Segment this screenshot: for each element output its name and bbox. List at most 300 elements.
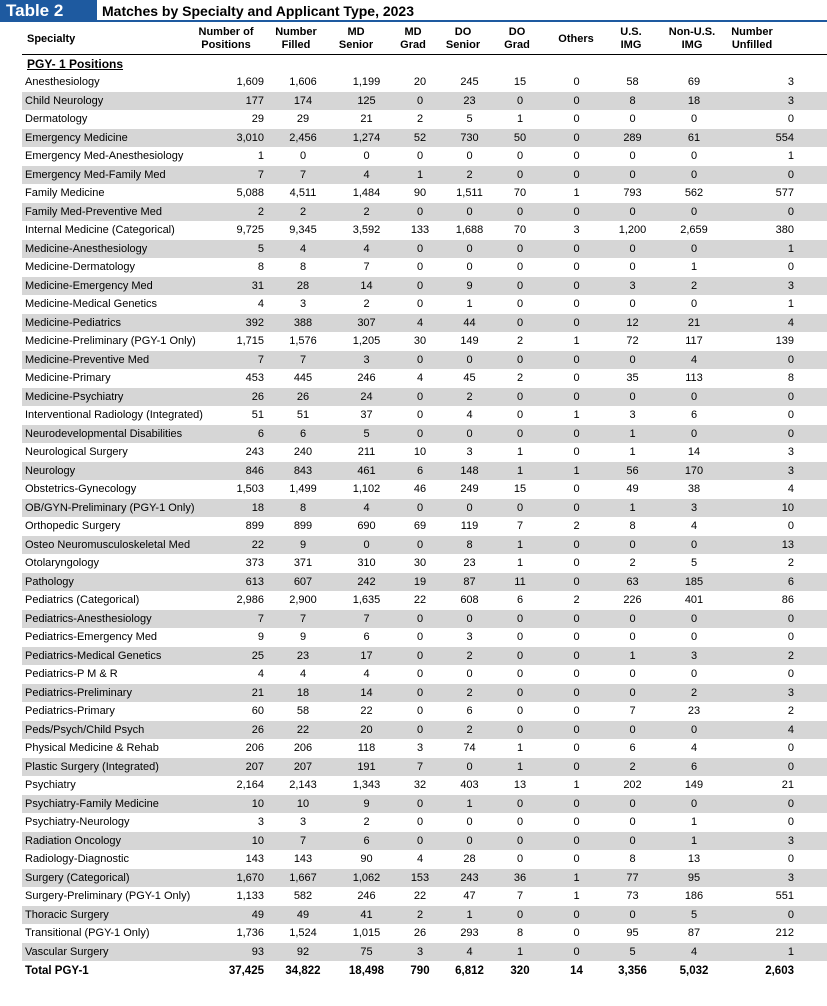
cell-do-senior: 149 [460,335,479,347]
header-others: Others [558,33,594,45]
cell-unfilled: 0 [787,797,794,810]
cell-md-senior: 1,343 [352,779,381,791]
cell-do-senior: 0 [466,353,473,366]
cell-do-senior: 0 [466,668,473,680]
cell-md-senior: 22 [360,705,373,717]
cell-filled: 2,456 [289,131,317,144]
cell-filled: 8 [299,261,307,273]
cell-us-img: 3,356 [618,965,647,977]
cell-others: 1 [573,409,580,421]
cell-us-img: 1,200 [618,224,647,236]
cell-md-senior: 3,592 [352,224,381,236]
cell-do-grad: 0 [516,353,524,366]
cell-filled: 8 [299,501,307,514]
cell-do-grad: 0 [516,316,524,329]
cell-md-grad: 133 [410,224,430,236]
cell-others: 0 [573,834,580,847]
cell-positions: 2,164 [236,779,264,791]
cell-unfilled: 551 [775,890,794,902]
cell-filled: 607 [293,575,313,588]
cell-others: 0 [573,668,580,680]
cell-others: 0 [573,242,580,255]
cell-non-us-img: 6 [690,760,698,773]
cell-unfilled: 3 [787,464,794,477]
cell-unfilled: 4 [787,316,794,329]
cell-do-grad: 0 [516,242,524,255]
cell-md-senior: 4 [363,242,370,255]
cell-do-grad: 1 [516,742,524,754]
cell-filled: 10 [296,797,310,810]
cell-specialty: Pediatrics (Categorical) [25,594,140,606]
cell-us-img: 0 [629,205,636,218]
table-row [22,480,827,499]
cell-others: 0 [573,168,580,181]
cell-us-img: 8 [629,94,636,107]
cell-specialty: Pediatrics-Medical Genetics [25,649,162,662]
cell-specialty: Peds/Psych/Child Psych [25,723,145,736]
cell-do-grad: 0 [516,409,524,421]
table-row [22,406,827,425]
cell-do-senior: 3 [466,631,473,643]
cell-do-grad: 36 [513,871,527,884]
cell-positions: 2 [257,205,264,218]
cell-md-senior: 310 [357,557,376,569]
cell-md-grad: 0 [416,501,424,514]
table-row [22,628,827,647]
cell-others: 0 [573,742,580,754]
cell-positions: 26 [251,723,264,736]
cell-specialty: Medicine-Preventive Med [25,353,150,366]
cell-md-senior: 5 [363,427,370,440]
cell-specialty: Internal Medicine (Categorical) [25,224,175,236]
cell-filled: 1,606 [289,76,317,88]
cell-non-us-img: 0 [690,427,698,440]
table-row [22,351,827,370]
cell-md-senior: 90 [360,853,373,865]
cell-md-grad: 0 [416,242,424,255]
cell-positions: 49 [251,908,264,921]
cell-us-img: 6 [629,742,636,754]
cell-unfilled: 0 [787,205,794,218]
cell-unfilled: 554 [775,131,794,144]
cell-filled: 9 [299,631,307,643]
cell-us-img: 8 [629,520,636,532]
cell-specialty: Medicine-Emergency Med [25,279,153,292]
cell-do-grad: 11 [514,575,526,588]
cell-others: 0 [573,797,580,810]
cell-specialty: Pathology [25,575,74,588]
cell-do-senior: 1,688 [455,224,484,236]
cell-others: 0 [573,205,580,218]
cell-md-senior: 191 [357,760,376,773]
cell-do-senior: 1 [466,908,473,921]
cell-do-senior: 2 [466,723,473,736]
table-row [22,887,827,906]
cell-non-us-img: 1 [690,261,698,273]
cell-positions: 1,609 [236,76,264,88]
cell-md-senior: 1,274 [352,131,381,144]
cell-md-grad: 1 [416,168,424,181]
cell-do-grad: 0 [516,298,524,310]
cell-specialty: Psychiatry-Family Medicine [25,797,159,810]
cell-unfilled: 3 [787,279,794,292]
cell-positions: 7 [257,168,264,181]
cell-unfilled: 0 [787,261,794,273]
cell-unfilled: 3 [787,686,794,699]
header-positions: Number of Positions [198,26,254,51]
cell-md-senior: 1,015 [352,927,381,939]
cell-md-senior: 14 [360,279,373,292]
cell-do-grad: 0 [516,853,524,865]
cell-filled: 206 [293,742,313,754]
table-label: Table 2 [0,0,97,22]
cell-md-senior: 7 [363,612,370,625]
cell-positions: 21 [251,686,264,699]
table-row [22,869,827,888]
cell-others: 0 [573,612,580,625]
cell-unfilled: 3 [787,76,794,88]
cell-filled: 49 [296,908,310,921]
cell-positions: 1,133 [236,890,264,902]
cell-do-grad: 2 [516,335,524,347]
cell-us-img: 1 [629,649,636,662]
table-row [22,850,827,869]
cell-non-us-img: 4 [690,520,698,532]
cell-us-img: 56 [626,464,639,477]
cell-md-grad: 22 [413,594,427,606]
cell-us-img: 5 [629,945,636,958]
table-row [22,92,827,111]
cell-do-senior: 2 [466,168,473,181]
cell-md-grad: 52 [413,131,427,144]
cell-specialty: OB/GYN-Preliminary (PGY-1 Only) [25,501,195,514]
cell-unfilled: 3 [787,446,794,458]
cell-do-senior: 47 [463,890,476,902]
table-row [22,110,827,129]
cell-us-img: 0 [629,908,636,921]
cell-md-grad: 153 [410,871,430,884]
cell-do-grad: 0 [516,94,524,107]
cell-filled: 1,499 [289,483,317,495]
cell-specialty: Interventional Radiology (Integrated) [25,409,203,421]
cell-unfilled: 1 [787,298,794,310]
cell-md-grad: 10 [413,446,427,458]
cell-do-senior: 403 [460,779,479,791]
cell-non-us-img: 6 [690,409,698,421]
cell-md-grad: 2 [416,113,424,125]
cell-do-senior: 119 [460,520,479,532]
cell-non-us-img: 4 [690,945,698,958]
cell-md-grad: 0 [416,205,424,218]
cell-non-us-img: 1 [690,834,698,847]
title-bar [0,0,827,22]
cell-unfilled: 0 [787,760,794,773]
cell-unfilled: 0 [787,390,794,403]
total-row [22,961,827,981]
cell-do-grad: 70 [513,187,527,199]
table-title: Matches by Specialty and Applicant Type, 2023 [102,3,414,19]
cell-md-grad: 3 [416,945,424,958]
cell-filled: 29 [296,113,310,125]
cell-others: 3 [573,224,580,236]
cell-unfilled: 0 [787,409,794,421]
cell-us-img: 793 [623,187,642,199]
cell-do-senior: 5 [466,113,473,125]
cell-md-senior: 17 [360,649,373,662]
cell-specialty: Family Med-Preventive Med [25,205,162,218]
cell-filled: 0 [299,150,307,162]
cell-us-img: 8 [629,853,636,865]
cell-us-img: 58 [626,76,639,88]
cell-non-us-img: 23 [687,705,701,717]
cell-non-us-img: 87 [687,927,701,939]
cell-do-senior: 3 [466,446,473,458]
cell-md-grad: 90 [413,187,427,199]
cell-filled: 28 [296,279,310,292]
table-row [22,388,827,407]
cell-do-grad: 0 [516,501,524,514]
table-row [22,462,827,481]
cell-md-grad: 0 [416,261,424,273]
cell-others: 0 [573,760,580,773]
cell-do-senior: 9 [466,279,473,292]
cell-filled: 4 [299,668,307,680]
table-row [22,203,827,222]
cell-do-grad: 50 [513,131,527,144]
cell-md-senior: 1,484 [352,187,381,199]
cell-do-grad: 0 [516,723,524,736]
table-row [22,665,827,684]
cell-us-img: 0 [629,612,636,625]
cell-positions: 7 [257,353,264,366]
cell-filled: 445 [293,372,313,384]
cell-do-grad: 7 [516,890,524,902]
cell-non-us-img: 2 [690,686,698,699]
cell-non-us-img: 5,032 [679,965,709,977]
cell-others: 0 [573,298,580,310]
table-row [22,758,827,777]
cell-do-grad: 1 [516,760,524,773]
cell-md-senior: 9 [363,797,370,810]
cell-filled: 18 [296,686,310,699]
cell-others: 0 [573,372,580,384]
cell-others: 0 [573,501,580,514]
cell-specialty: Medicine-Anesthesiology [25,242,148,255]
cell-unfilled: 3 [787,834,794,847]
cell-md-grad: 0 [416,649,424,662]
cell-unfilled: 1 [787,150,794,162]
cell-others: 0 [573,705,580,717]
cell-non-us-img: 0 [690,668,698,680]
cell-us-img: 63 [626,575,639,588]
cell-filled: 1,576 [289,335,317,347]
header-do-grad: DO Grad [504,26,530,51]
cell-filled: 4 [299,242,307,255]
cell-positions: 22 [251,538,264,551]
header-md-senior: MD Senior [338,26,374,51]
cell-md-senior: 14 [360,686,373,699]
cell-specialty: Surgery (Categorical) [25,871,130,884]
cell-md-grad: 4 [416,316,424,329]
cell-do-senior: 0 [466,150,473,162]
cell-filled: 6 [299,427,307,440]
cell-do-senior: 87 [463,575,476,588]
cell-filled: 7 [299,353,307,366]
cell-do-grad: 1 [516,446,524,458]
cell-positions: 143 [245,853,264,865]
cell-us-img: 0 [629,242,636,255]
cell-md-grad: 0 [416,816,424,828]
cell-non-us-img: 13 [687,853,701,865]
cell-others: 0 [573,927,580,939]
cell-filled: 143 [293,853,313,865]
cell-specialty: Medicine-Primary [25,372,111,384]
cell-md-grad: 0 [416,298,424,310]
cell-positions: 899 [245,520,264,532]
cell-us-img: 1 [629,501,636,514]
cell-others: 0 [573,908,580,921]
cell-do-grad: 6 [516,594,524,606]
table-row [22,147,827,166]
cell-non-us-img: 4 [690,742,698,754]
cell-specialty: Transitional (PGY-1 Only) [25,927,150,939]
table-row [22,443,827,462]
cell-specialty: Otolaryngology [25,557,99,569]
cell-others: 0 [573,686,580,699]
cell-others: 0 [573,446,580,458]
cell-unfilled: 0 [787,168,794,181]
cell-md-grad: 0 [416,797,424,810]
table-row [22,73,827,92]
cell-md-senior: 24 [360,390,373,403]
cell-others: 0 [573,427,580,440]
cell-us-img: 0 [629,538,636,551]
cell-do-grad: 1 [516,557,524,569]
cell-unfilled: 6 [787,575,794,588]
cell-specialty: Pediatrics-Preliminary [25,686,132,699]
cell-md-grad: 30 [413,557,427,569]
cell-do-grad: 15 [513,483,527,495]
cell-unfilled: 4 [787,723,794,736]
cell-positions: 453 [245,372,264,384]
cell-non-us-img: 0 [690,631,698,643]
cell-non-us-img: 0 [690,612,698,625]
cell-md-grad: 0 [416,723,424,736]
cell-do-senior: 28 [463,853,476,865]
cell-us-img: 0 [629,168,636,181]
section-heading: PGY- 1 Positions [27,57,124,71]
cell-unfilled: 8 [787,372,794,384]
cell-filled: 371 [293,557,313,569]
cell-positions: 60 [251,705,264,717]
cell-filled: 2,900 [289,594,317,606]
cell-md-grad: 0 [416,409,424,421]
cell-non-us-img: 0 [690,390,698,403]
cell-others: 0 [573,261,580,273]
cell-positions: 31 [251,279,264,292]
cell-us-img: 1 [629,427,636,440]
cell-others: 0 [573,131,580,144]
cell-md-grad: 0 [416,150,424,162]
cell-md-senior: 690 [357,520,376,532]
cell-positions: 1,670 [236,871,264,884]
header-unfilled: Number Unfilled [731,26,773,51]
header-specialty: Specialty [27,33,76,45]
cell-non-us-img: 149 [684,779,704,791]
cell-non-us-img: 18 [687,94,701,107]
cell-filled: 58 [296,705,310,717]
cell-do-grad: 0 [516,668,524,680]
table-row [22,129,827,148]
cell-unfilled: 2 [787,649,794,662]
cell-us-img: 0 [629,816,636,828]
cell-positions: 9 [257,631,264,643]
cell-do-grad: 0 [516,205,524,218]
cell-do-senior: 1 [466,298,473,310]
header-rule [22,54,827,55]
cell-others: 1 [573,779,580,791]
cell-do-senior: 2 [466,686,473,699]
cell-do-senior: 0 [466,427,473,440]
cell-filled: 4,511 [289,187,317,199]
cell-do-senior: 0 [466,760,473,773]
cell-non-us-img: 38 [687,483,701,495]
cell-do-senior: 0 [466,834,473,847]
cell-do-senior: 6,812 [455,965,484,977]
cell-us-img: 0 [629,686,636,699]
cell-non-us-img: 562 [684,187,704,199]
cell-positions: 9,725 [236,224,264,236]
cell-md-grad: 3 [416,742,424,754]
cell-filled: 22 [296,723,310,736]
cell-specialty: Medicine-Pediatrics [25,316,121,329]
cell-non-us-img: 69 [687,76,701,88]
cell-do-senior: 0 [466,242,473,255]
cell-others: 0 [573,113,580,125]
cell-md-senior: 242 [357,575,376,588]
cell-do-grad: 0 [516,705,524,717]
cell-do-grad: 0 [516,427,524,440]
table-row [22,499,827,518]
cell-filled: 899 [293,520,313,532]
cell-do-grad: 8 [516,927,524,939]
cell-do-senior: 1,511 [456,187,483,199]
table-row [22,795,827,814]
cell-md-senior: 125 [357,94,376,107]
cell-do-senior: 249 [460,483,479,495]
cell-do-grad: 0 [516,816,524,828]
cell-do-grad: 0 [516,279,524,292]
cell-unfilled: 3 [787,871,794,884]
cell-unfilled: 2 [787,705,794,717]
cell-md-senior: 21 [360,113,373,125]
cell-md-senior: 37 [360,409,373,421]
header-do-senior: DO Senior [445,26,481,51]
cell-non-us-img: 21 [687,316,701,329]
cell-others: 0 [573,631,580,643]
cell-non-us-img: 4 [690,353,698,366]
table-row [22,906,827,925]
cell-non-us-img: 0 [690,168,698,181]
table-row [22,369,827,388]
table-row [22,647,827,666]
cell-md-grad: 22 [413,890,427,902]
cell-filled: 7 [299,168,307,181]
cell-md-senior: 4 [363,668,370,680]
cell-specialty: Medicine-Medical Genetics [25,298,158,310]
cell-md-senior: 2 [363,298,370,310]
cell-non-us-img: 0 [690,242,698,255]
